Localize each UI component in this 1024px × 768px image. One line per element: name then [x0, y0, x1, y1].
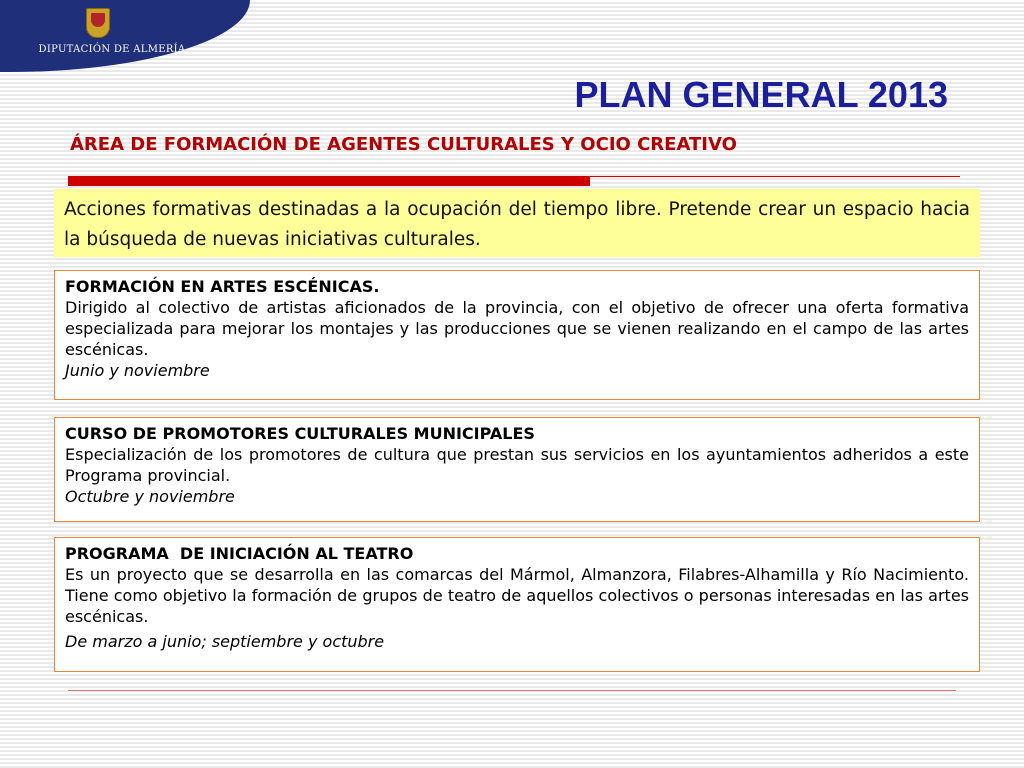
section-heading: FORMACIÓN EN ARTES ESCÉNICAS.	[65, 277, 380, 296]
page-title: PLAN GENERAL 2013	[574, 74, 948, 115]
organization-name: DIPUTACIÓN DE ALMERÍA	[38, 44, 186, 55]
red-divider-line	[590, 176, 960, 177]
coat-of-arms-icon	[86, 8, 110, 38]
red-divider-bar	[68, 176, 590, 186]
logo-banner	[0, 0, 250, 72]
section-dates: Junio y noviembre	[65, 361, 210, 380]
section-heading: CURSO DE PROMOTORES CULTURALES MUNICIPALES	[65, 424, 535, 443]
section-card-promotores	[54, 417, 980, 522]
section-dates: De marzo a junio; septiembre y octubre	[65, 632, 385, 651]
section-body: Especialización de los promotores de cultura que prestan sus servicios en los ayuntamientos adheridos a este Programa provincial.	[65, 445, 969, 485]
section-body: Dirigido al colectivo de artistas aficionados de la provincia, con el objetivo de ofrecer una oferta formativa especializada para mejorar los montajes y las producciones que se vienen realizando en el campo de las artes escénicas.	[65, 298, 969, 359]
section-body: Es un proyecto que se desarrolla en las comarcas del Mármol, Almanzora, Filabres-Alhamilla y Río Nacimiento. Tiene como objetivo la formación de grupos de teatro de aquellos colectivos o personas interesadas en las artes escénicas.	[65, 565, 969, 626]
section-card-artes-escenicas	[54, 270, 980, 400]
section-heading: PROGRAMA DE INICIACIÓN AL TEATRO	[65, 544, 414, 563]
intro-box: Acciones formativas destinadas a la ocupación del tiempo libre. Pretende crear un espacio hacia la búsqueda de nuevas iniciativas culturales.	[54, 189, 980, 257]
page-subtitle: ÁREA DE FORMACIÓN DE AGENTES CULTURALES Y OCIO CREATIVO	[70, 134, 737, 155]
section-card-teatro	[54, 537, 980, 672]
section-dates: Octubre y noviembre	[65, 487, 235, 506]
bottom-divider-line	[68, 690, 956, 691]
